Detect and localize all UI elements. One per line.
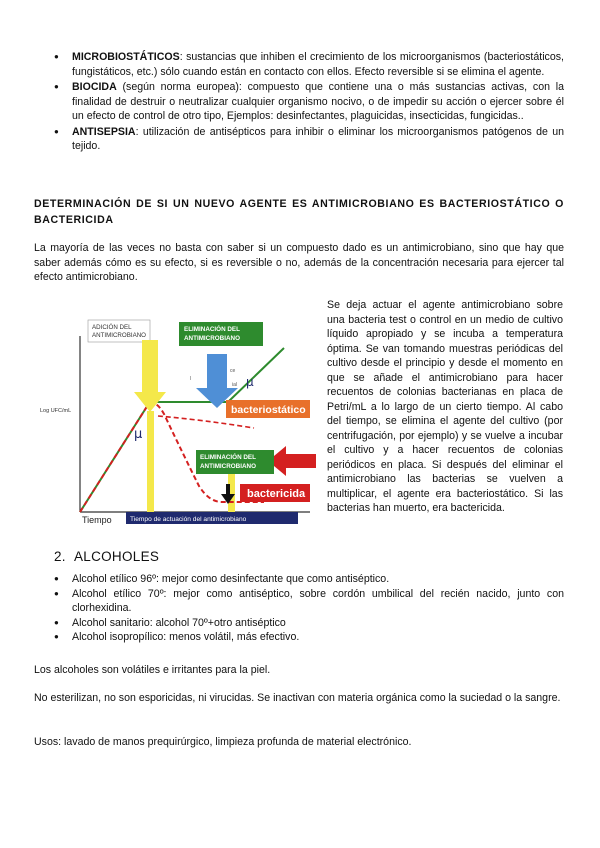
intro-paragraph: La mayoría de las veces no basta con saber si un compuesto dado es un antimicrobiano, sino que hay que saber además cómo es su efecto, si es reversible o no, además de la concentración necesaria para ejercer tal efecto antimicrobiano. [34,242,564,283]
mu-label-1: μ [246,375,254,389]
alcohol-item: ● Alcohol isopropílico: menos volátil, más efectivo. [54,630,564,645]
bactericide-label: bactericida [247,488,306,500]
mu-label-2: μ [134,427,143,442]
bacteriostatic-label: bacteriostático [231,404,306,416]
side-paragraph: Se deja actuar el agente antimicrobiano sobre una bacteria test o control en un medio de cultivo líquido apropiado y se incuba a temperatura óptima. Se van tomando muestras periódicas del cultivo desde el principio y desde el momento en que se añade el antimicrobiano para hacer recuentos de colonias bacterianas en placa de Petri/mL a lo largo de un cierto tiempo. Al cabo del tiempo, se elimina el agente del cultivo (por centrifugación, por ejemplo) y se vuelve a incubar el cultivo y a hacer recuentos de colonias periódicos en placa. Si después del eliminar el antimicrobiano las bacterias se vuelven a multiplicar, el agente era bacteriostático. Si las bacterias han muerto, era bactericida. [327,299,563,514]
definition-item: ● ANTISEPSIA: utilización de antisépticos para inhibir o eliminar los microorganismos patógenos de un tejido. [54,125,564,154]
alcohol-item: ● Alcohol sanitario: alcohol 70º+otro antiséptico [54,616,564,631]
alcohols-list [54,572,564,645]
svg-text:ial: ial [232,382,238,388]
addition-label: ADICIÓN DEL ANTIMICROBIANO [92,324,146,339]
alcohols-heading: 2. ALCOHOLES [54,549,160,564]
x-axis-label: Tiempo [82,515,112,525]
growth-curve-figure [34,316,318,528]
section-heading: DETERMINACIÓN DE SI UN NUEVO AGENTE ES ANTIMICROBIANO ES BACTERIOSTÁTICO O BACTERICIDA [34,198,564,226]
svg-text:l: l [190,376,192,382]
alcohols-paragraph-3: Usos: lavado de manos prequirúrgico, limpieza profunda de material electrónico. [34,736,412,748]
y-axis-label: Log UFC/mL [40,408,72,414]
alcohol-item: ● Alcohol etílico 70º: mejor como antiséptico, sobre cordón umbilical del recién nacido, junto con clorhexidina. [54,587,564,616]
elimination-label-1: ELIMINACIÓN DEL ANTIMICROBIANO [184,326,240,342]
addition-bar [147,411,154,512]
alcohols-paragraph-1: Los alcoholes son volátiles e irritantes para la piel. [34,664,271,676]
red-arrow-shaft [286,454,316,468]
definition-item: ● BIOCIDA (según norma europea): compuesto que contiene una o más sustancias activas, con la finalidad de destruir o neutralizar cualquier organismo nocivo, o de impedir su acción o ejercer sobre él un efecto de control de otro tipo, Ejemplos: desinfectantes, plaguicidas, insecticidas, fungicidas.. [54,80,564,124]
alcohol-item: ● Alcohol etílico 96º: mejor como desinfectante que como antiséptico. [54,572,564,587]
elimination-arrow-shaft-1 [207,354,227,388]
definitions-list [54,50,564,155]
time-bar-label: Tiempo de actuación del antimicrobiano [130,516,247,523]
alcohols-paragraph-2: No esterilizan, no son esporicidas, ni virucidas. Se inactivan con materia orgánica como la suciedad o la sangre. [34,692,561,704]
elimination-label-2: ELIMINACIÓN DEL ANTIMICROBIANO [200,454,256,470]
svg-text:ce: ce [230,368,236,374]
addition-arrow-shaft [142,340,158,392]
definition-item: ● MICROBIOSTÁTICOS: sustancias que inhiben el crecimiento de los microorganismos (bacteriostáticos, fungistáticos, etc.) sólo cuando están en contacto con ellos. Efecto reversible si se elimina el agente. [54,50,564,79]
